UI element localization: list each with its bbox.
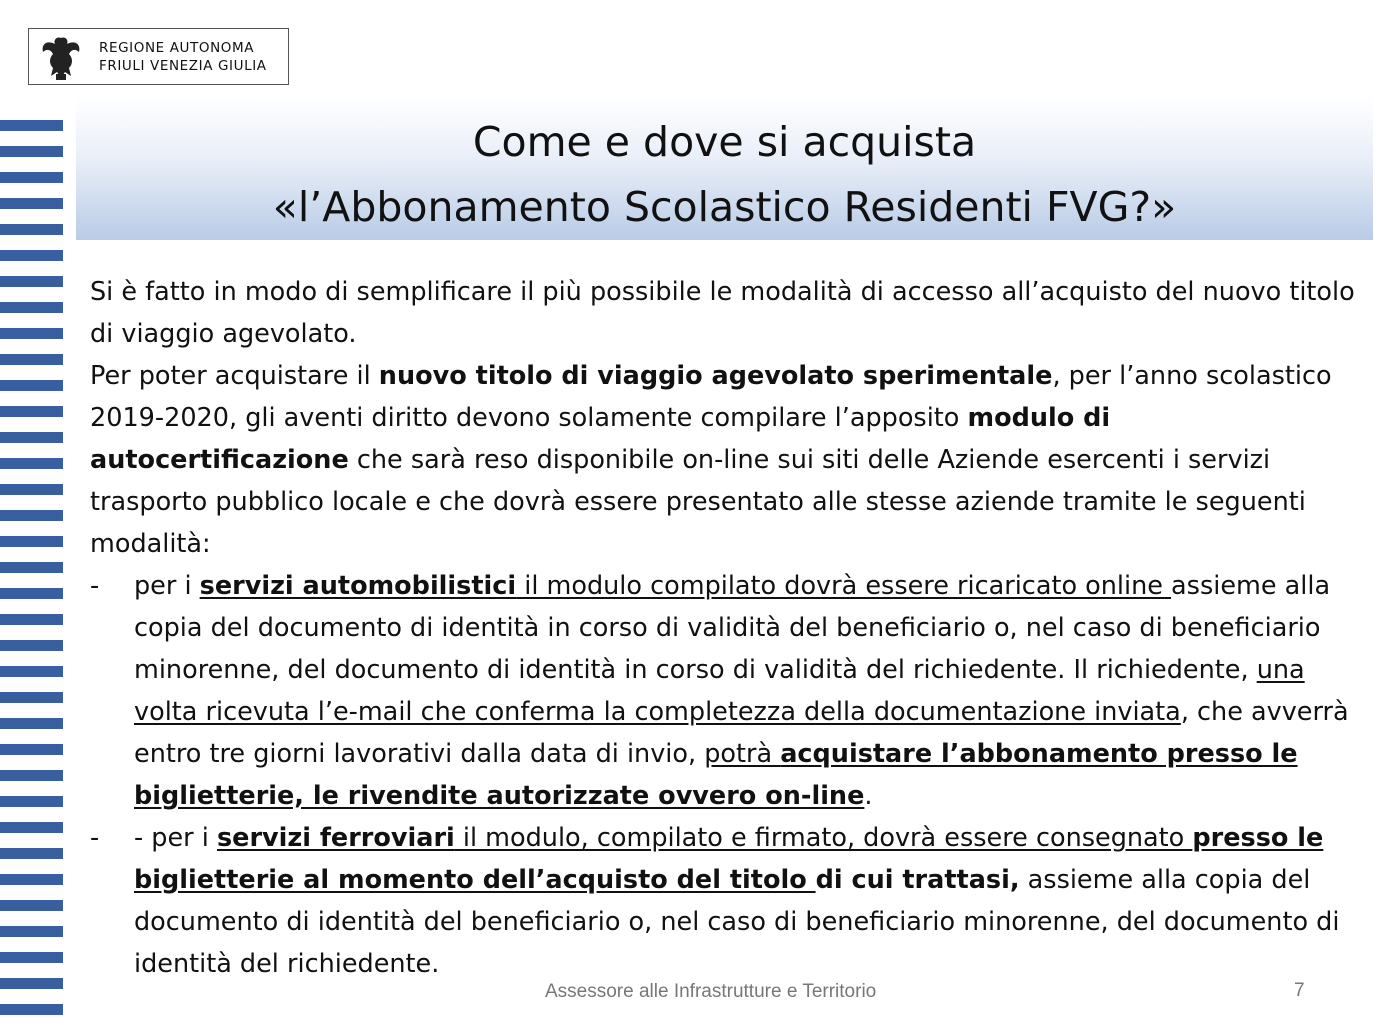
bullet-automobilistici xyxy=(90,565,1358,817)
logo-line-1: REGIONE AUTONOMA xyxy=(99,40,255,56)
b1-text-3: , che avverrà entro tre giorni lavorativi dalla data di invio, xyxy=(134,697,1349,769)
b1-underline-1: il modulo compilato dovrà essere ricaricato online xyxy=(516,571,1172,601)
intro-paragraph: Si è fatto in modo di semplificare il più possibile le modalità di accesso all’acquisto del nuovo titolo di viaggio agevolato. xyxy=(90,277,1355,349)
b2-text-2: assieme alla copia del documento di identità del beneficiario o, nel caso di beneficiario minorenne, del documento di identità del richiedente. xyxy=(134,865,1340,979)
b1-bold-underline-2: acquistare l’abbonamento presso le biglietterie, le rivendite autorizzate ovvero on-line xyxy=(134,739,1298,811)
page-number: 7 xyxy=(1294,980,1305,1001)
b2-bold-1: di cui trattasi, xyxy=(815,865,1020,895)
slide-body xyxy=(90,271,1358,985)
b1-bold-underline-1: servizi automobilistici xyxy=(199,571,517,601)
eagle-icon xyxy=(37,32,85,82)
b1-underline-3: potrà xyxy=(704,739,781,769)
b2-bold-underline-2: presso le biglietterie al momento dell’acquisto del titolo xyxy=(134,823,1324,895)
slide-title xyxy=(76,110,1373,240)
b1-text-4: . xyxy=(864,781,873,811)
region-logo xyxy=(28,28,289,85)
para2-text-2: , per l’anno scolastico 2019-2020, gli aventi diritto devono solamente compilare l’apposito xyxy=(90,361,1332,433)
b1-text-1: per i xyxy=(134,571,200,601)
title-line-1: Come e dove si acquista xyxy=(472,118,977,166)
b1-text-2: assieme alla copia del documento di identità in corso di validità del beneficiario o, nel caso di beneficiario minorenne, del documento di identità in corso di validità del richiedente. Il richiedente, xyxy=(134,571,1331,685)
b2-bold-underline-1: servizi ferroviari xyxy=(216,823,455,853)
para2-bold-2: modulo di autocertificazione xyxy=(90,403,1111,475)
logo-text xyxy=(99,39,267,75)
title-line-2: «l’Abbonamento Scolastico Residenti FVG?» xyxy=(272,183,1177,231)
para2-bold-1: nuovo titolo di viaggio agevolato sperimentale xyxy=(378,361,1053,391)
bullet-dash: - xyxy=(90,823,100,853)
footer-text: Assessore alle Infrastrutture e Territorio xyxy=(545,981,877,1002)
b2-underline-1: il modulo, compilato e firmato, dovrà essere consegnato xyxy=(454,823,1193,853)
decorative-stripes xyxy=(0,120,63,1025)
b1-underline-2: una volta ricevuta l’e-mail che conferma la completezza della documentazione inviata xyxy=(134,655,1305,727)
para2-text-1: Per poter acquistare il xyxy=(90,361,379,391)
b2-text-1: - per i xyxy=(134,823,217,853)
logo-line-2: FRIULI VENEZIA GIULIA xyxy=(99,58,267,74)
bullet-dash: - xyxy=(90,571,100,601)
bullet-ferroviari xyxy=(90,817,1358,985)
modulo-paragraph xyxy=(90,355,1358,565)
para2-text-3: che sarà reso disponibile on-line sui siti delle Aziende esercenti i servizi trasporto pubblico locale e che dovrà essere presentato alle stesse aziende tramite le seguenti modalità: xyxy=(90,445,1306,559)
